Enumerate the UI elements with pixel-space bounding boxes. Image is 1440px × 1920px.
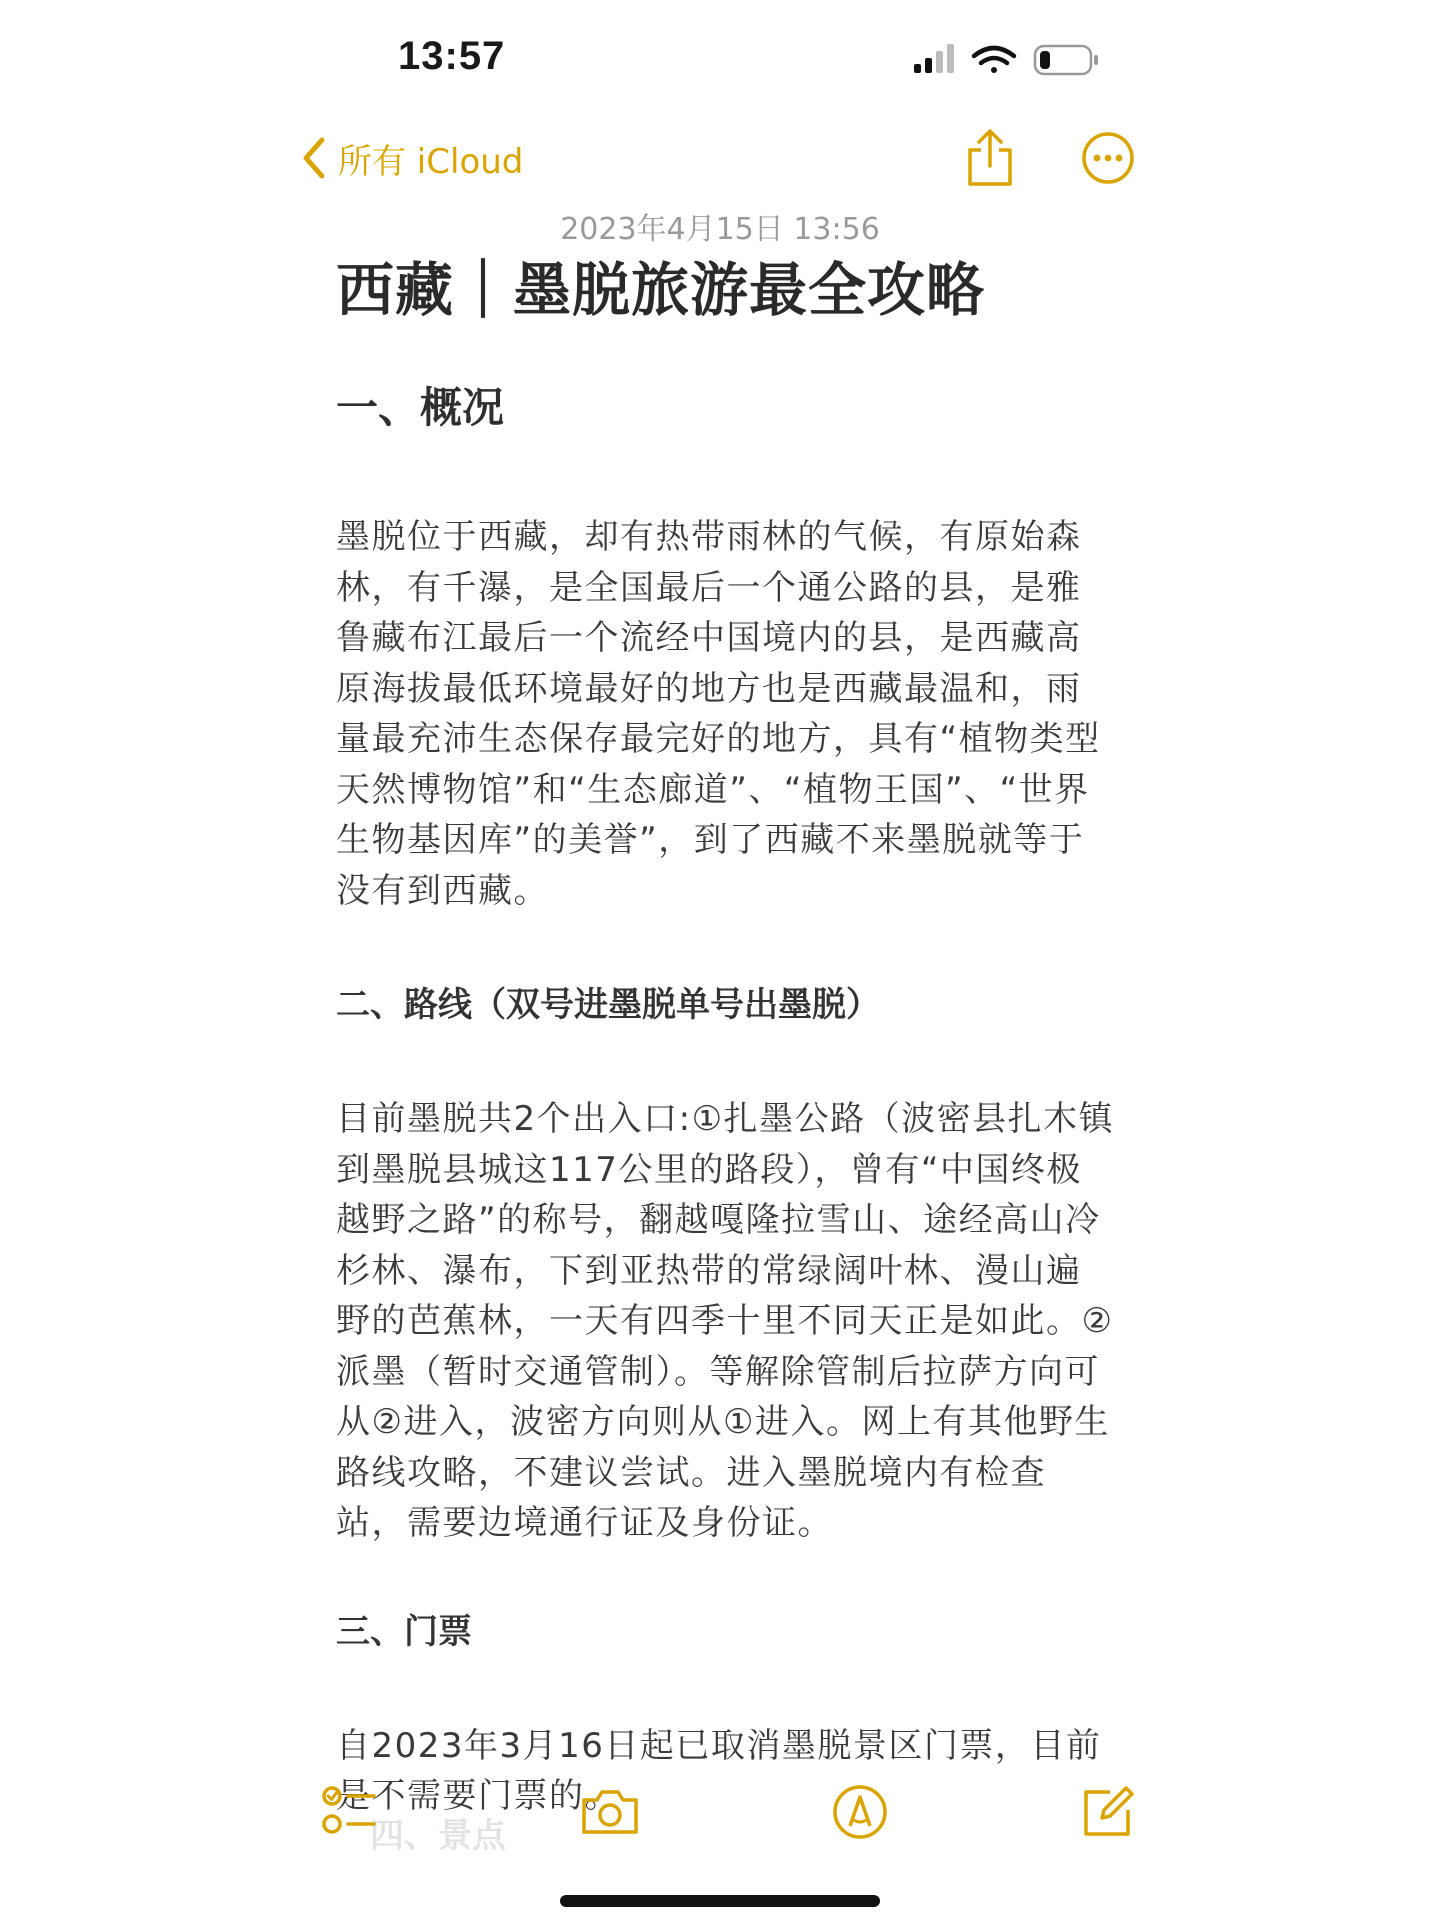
chevron-left-icon <box>300 135 328 181</box>
section-text-route: 目前墨脱共2个出入口:①扎墨公路（波密县扎木镇到墨脱县城这117公里的路段），曾有“中国终极越野之路”的称号，翻越嘎隆拉雪山、途经高山冷杉林、瀑布，下到亚热带的常绿阔叶林、漫山遍野的芭蕉林，一天有四季十里不同天正是如此。②派墨（暂时交通管制）。等解除管制后拉萨方向可从②进入，波密方向则从①进入。网上有其他野生路线攻略，不建议尝试。进入墨脱境内有检查站，需要边境通行证及身份证。 <box>336 1099 1115 1543</box>
back-button[interactable] <box>300 130 523 186</box>
status-time: 13:57 <box>398 34 506 78</box>
ellipsis-circle-icon[interactable] <box>1080 130 1136 186</box>
markup-pen-icon[interactable] <box>828 1780 892 1844</box>
cellular-signal-icon <box>914 44 954 73</box>
note-date: 2023年4月15日 13:56 <box>560 212 880 247</box>
status-icons <box>910 42 1100 78</box>
checklist-icon[interactable] <box>318 1780 382 1844</box>
note-title: 西藏｜墨脱旅游最全攻略 <box>336 256 986 324</box>
camera-icon[interactable] <box>578 1780 642 1844</box>
note-body[interactable] <box>336 250 1116 1822</box>
home-indicator[interactable] <box>560 1895 880 1907</box>
compose-icon[interactable] <box>1076 1780 1140 1844</box>
section-text-overview: 墨脱位于西藏，却有热带雨林的气候，有原始森林，有千瀑，是全国最后一个通公路的县，是雅鲁藏布江最后一个流经中国境内的县，是西藏高原海拔最低环境最好的地方也是西藏最温和，雨量最充沛生态保存最完好的地方，具有“植物类型天然博物馆”和“生态廊道”、“植物王国”、“世界生物基因库”的美誉”，到了西藏不来墨脱就等于没有到西藏。 <box>336 517 1101 911</box>
faded-next-heading: 四、景点 <box>370 1816 506 1856</box>
wifi-icon <box>974 48 1014 73</box>
bottom-toolbar <box>0 1780 1440 1850</box>
back-label: 所有 iCloud <box>338 141 524 182</box>
share-icon[interactable] <box>962 128 1018 188</box>
battery-low-icon <box>1035 46 1098 74</box>
section-heading-tickets: 三、门票 <box>336 1611 472 1652</box>
section-heading-overview: 一、概况 <box>336 383 505 432</box>
section-text-tickets: 自2023年3月16日起已取消墨脱景区门票，目前是不需要门票的。 <box>336 1725 1102 1816</box>
section-heading-route: 二、路线（双号进墨脱单号出墨脱） <box>336 985 880 1025</box>
